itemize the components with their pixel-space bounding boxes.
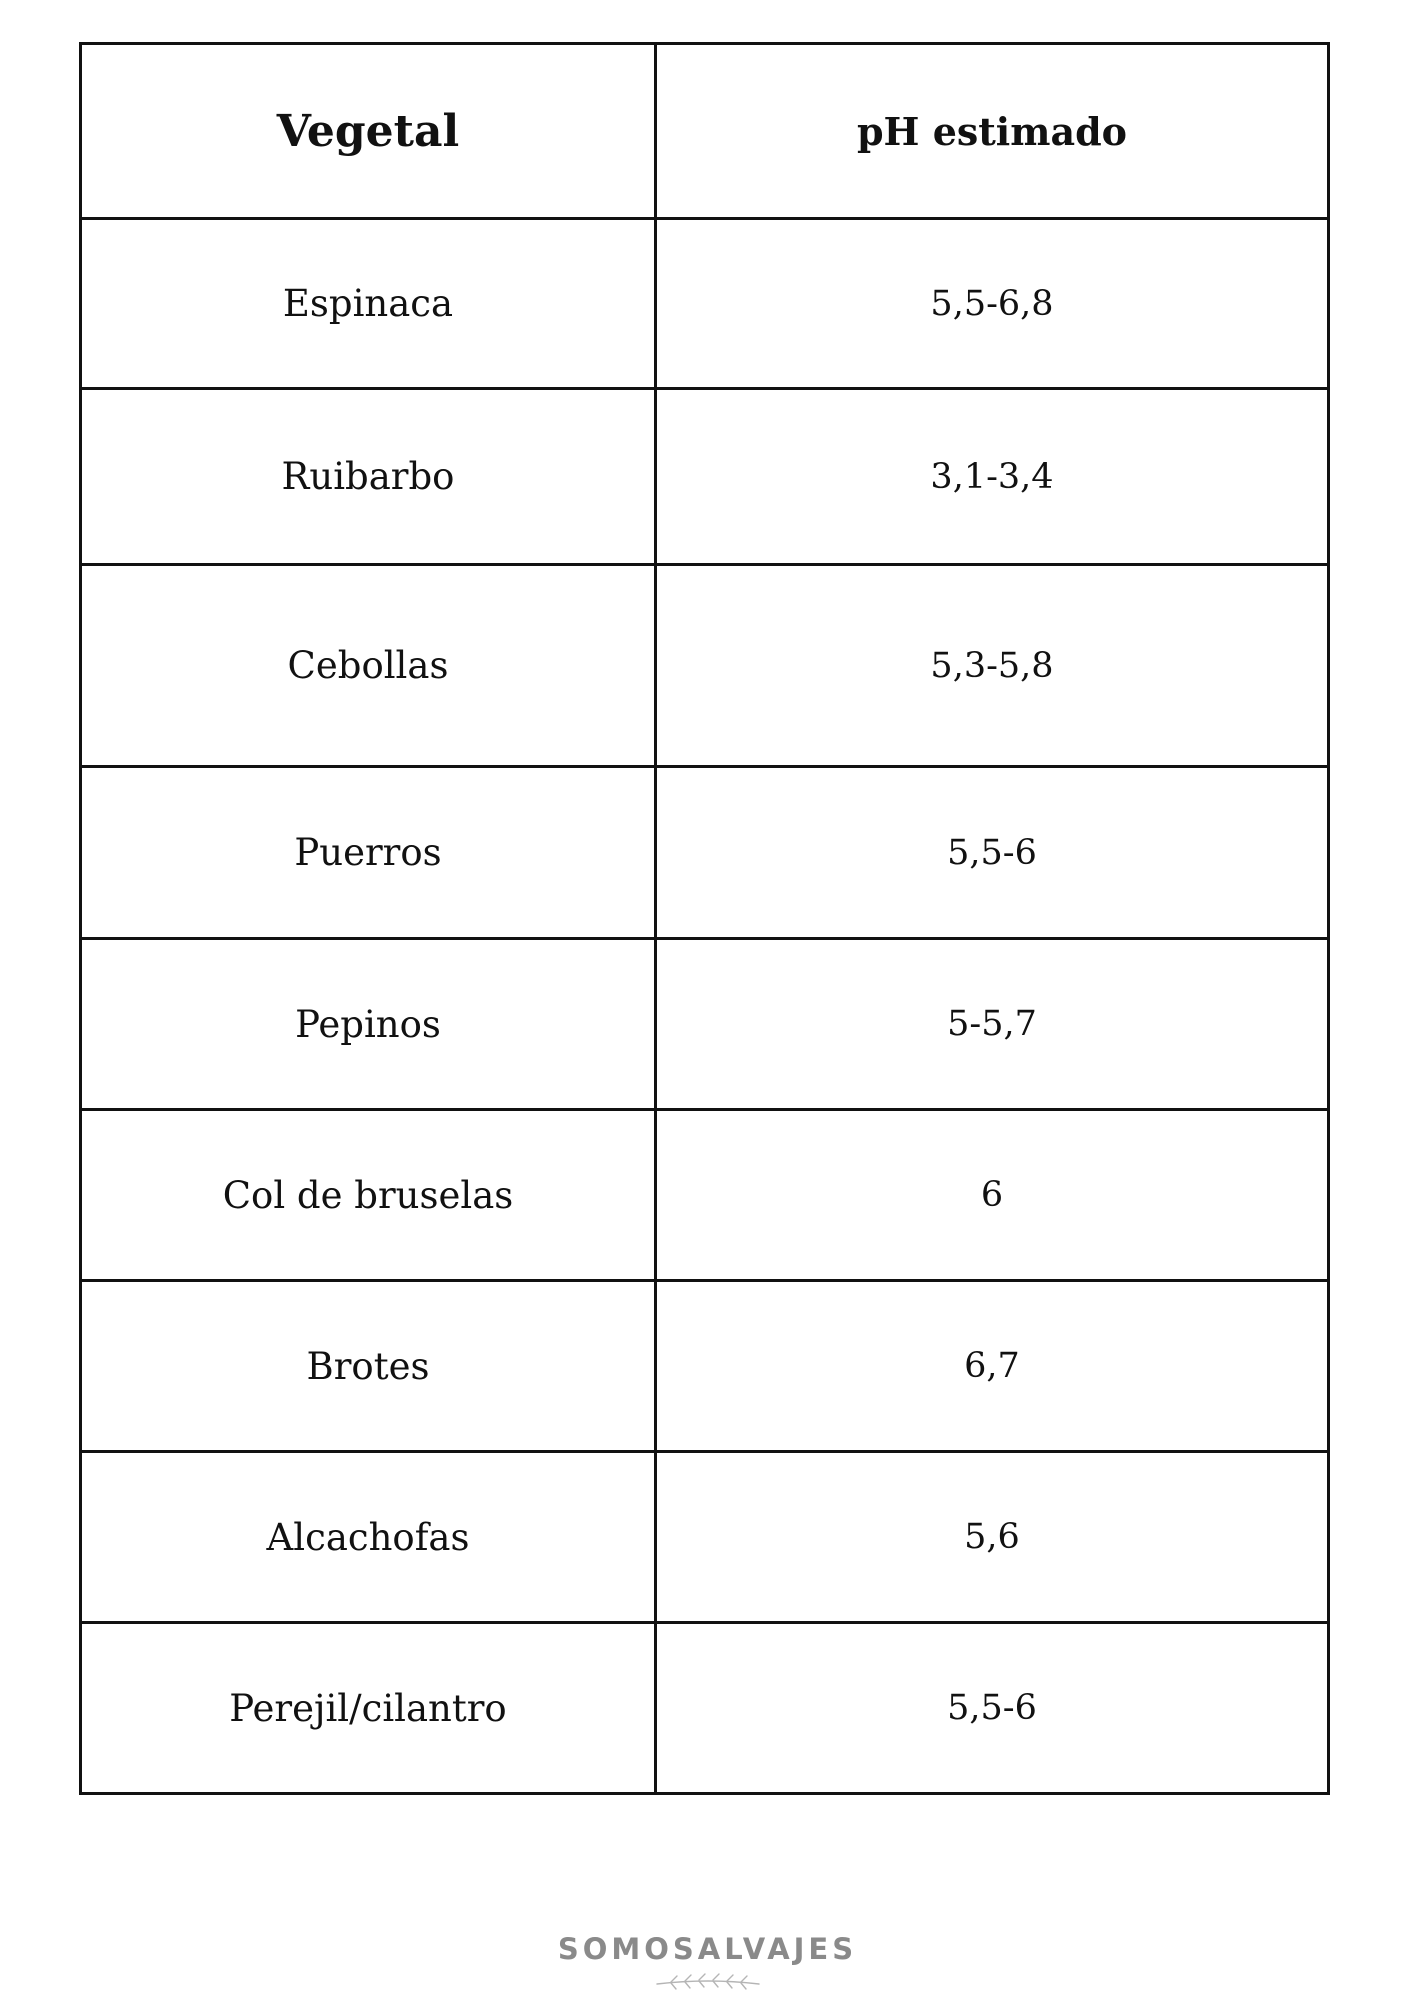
table-header-row (81, 44, 1329, 219)
table-row (81, 767, 1329, 939)
ph-cell: 6 (656, 1110, 1329, 1281)
ph-cell: 5-5,7 (656, 939, 1329, 1110)
ph-cell: 5,3-5,8 (656, 565, 1329, 767)
brand-logo (0, 1932, 1415, 1992)
table-row (81, 1110, 1329, 1281)
ph-cell: 5,6 (656, 1452, 1329, 1623)
table-row (81, 219, 1329, 389)
column-header-ph: pH estimado (656, 44, 1329, 219)
vegetal-cell: Alcachofas (81, 1452, 656, 1623)
table-row (81, 1623, 1329, 1794)
vegetal-cell: Cebollas (81, 565, 656, 767)
vegetal-cell: Perejil/cilantro (81, 1623, 656, 1794)
vegetal-cell: Col de bruselas (81, 1110, 656, 1281)
vegetal-cell: Pepinos (81, 939, 656, 1110)
ph-cell: 5,5-6,8 (656, 219, 1329, 389)
ph-cell: 3,1-3,4 (656, 389, 1329, 565)
table-row (81, 1281, 1329, 1452)
brand-name: SOMOSALVAJES (557, 1932, 858, 1966)
ph-table (79, 42, 1330, 1795)
vegetal-cell: Brotes (81, 1281, 656, 1452)
sprig-icon (653, 1972, 763, 1992)
table-row (81, 1452, 1329, 1623)
table-row (81, 389, 1329, 565)
ph-cell: 6,7 (656, 1281, 1329, 1452)
vegetal-cell: Espinaca (81, 219, 656, 389)
ph-cell: 5,5-6 (656, 1623, 1329, 1794)
vegetal-cell: Puerros (81, 767, 656, 939)
table-row (81, 565, 1329, 767)
table-row (81, 939, 1329, 1110)
column-header-vegetal: Vegetal (81, 44, 656, 219)
ph-cell: 5,5-6 (656, 767, 1329, 939)
vegetal-cell: Ruibarbo (81, 389, 656, 565)
